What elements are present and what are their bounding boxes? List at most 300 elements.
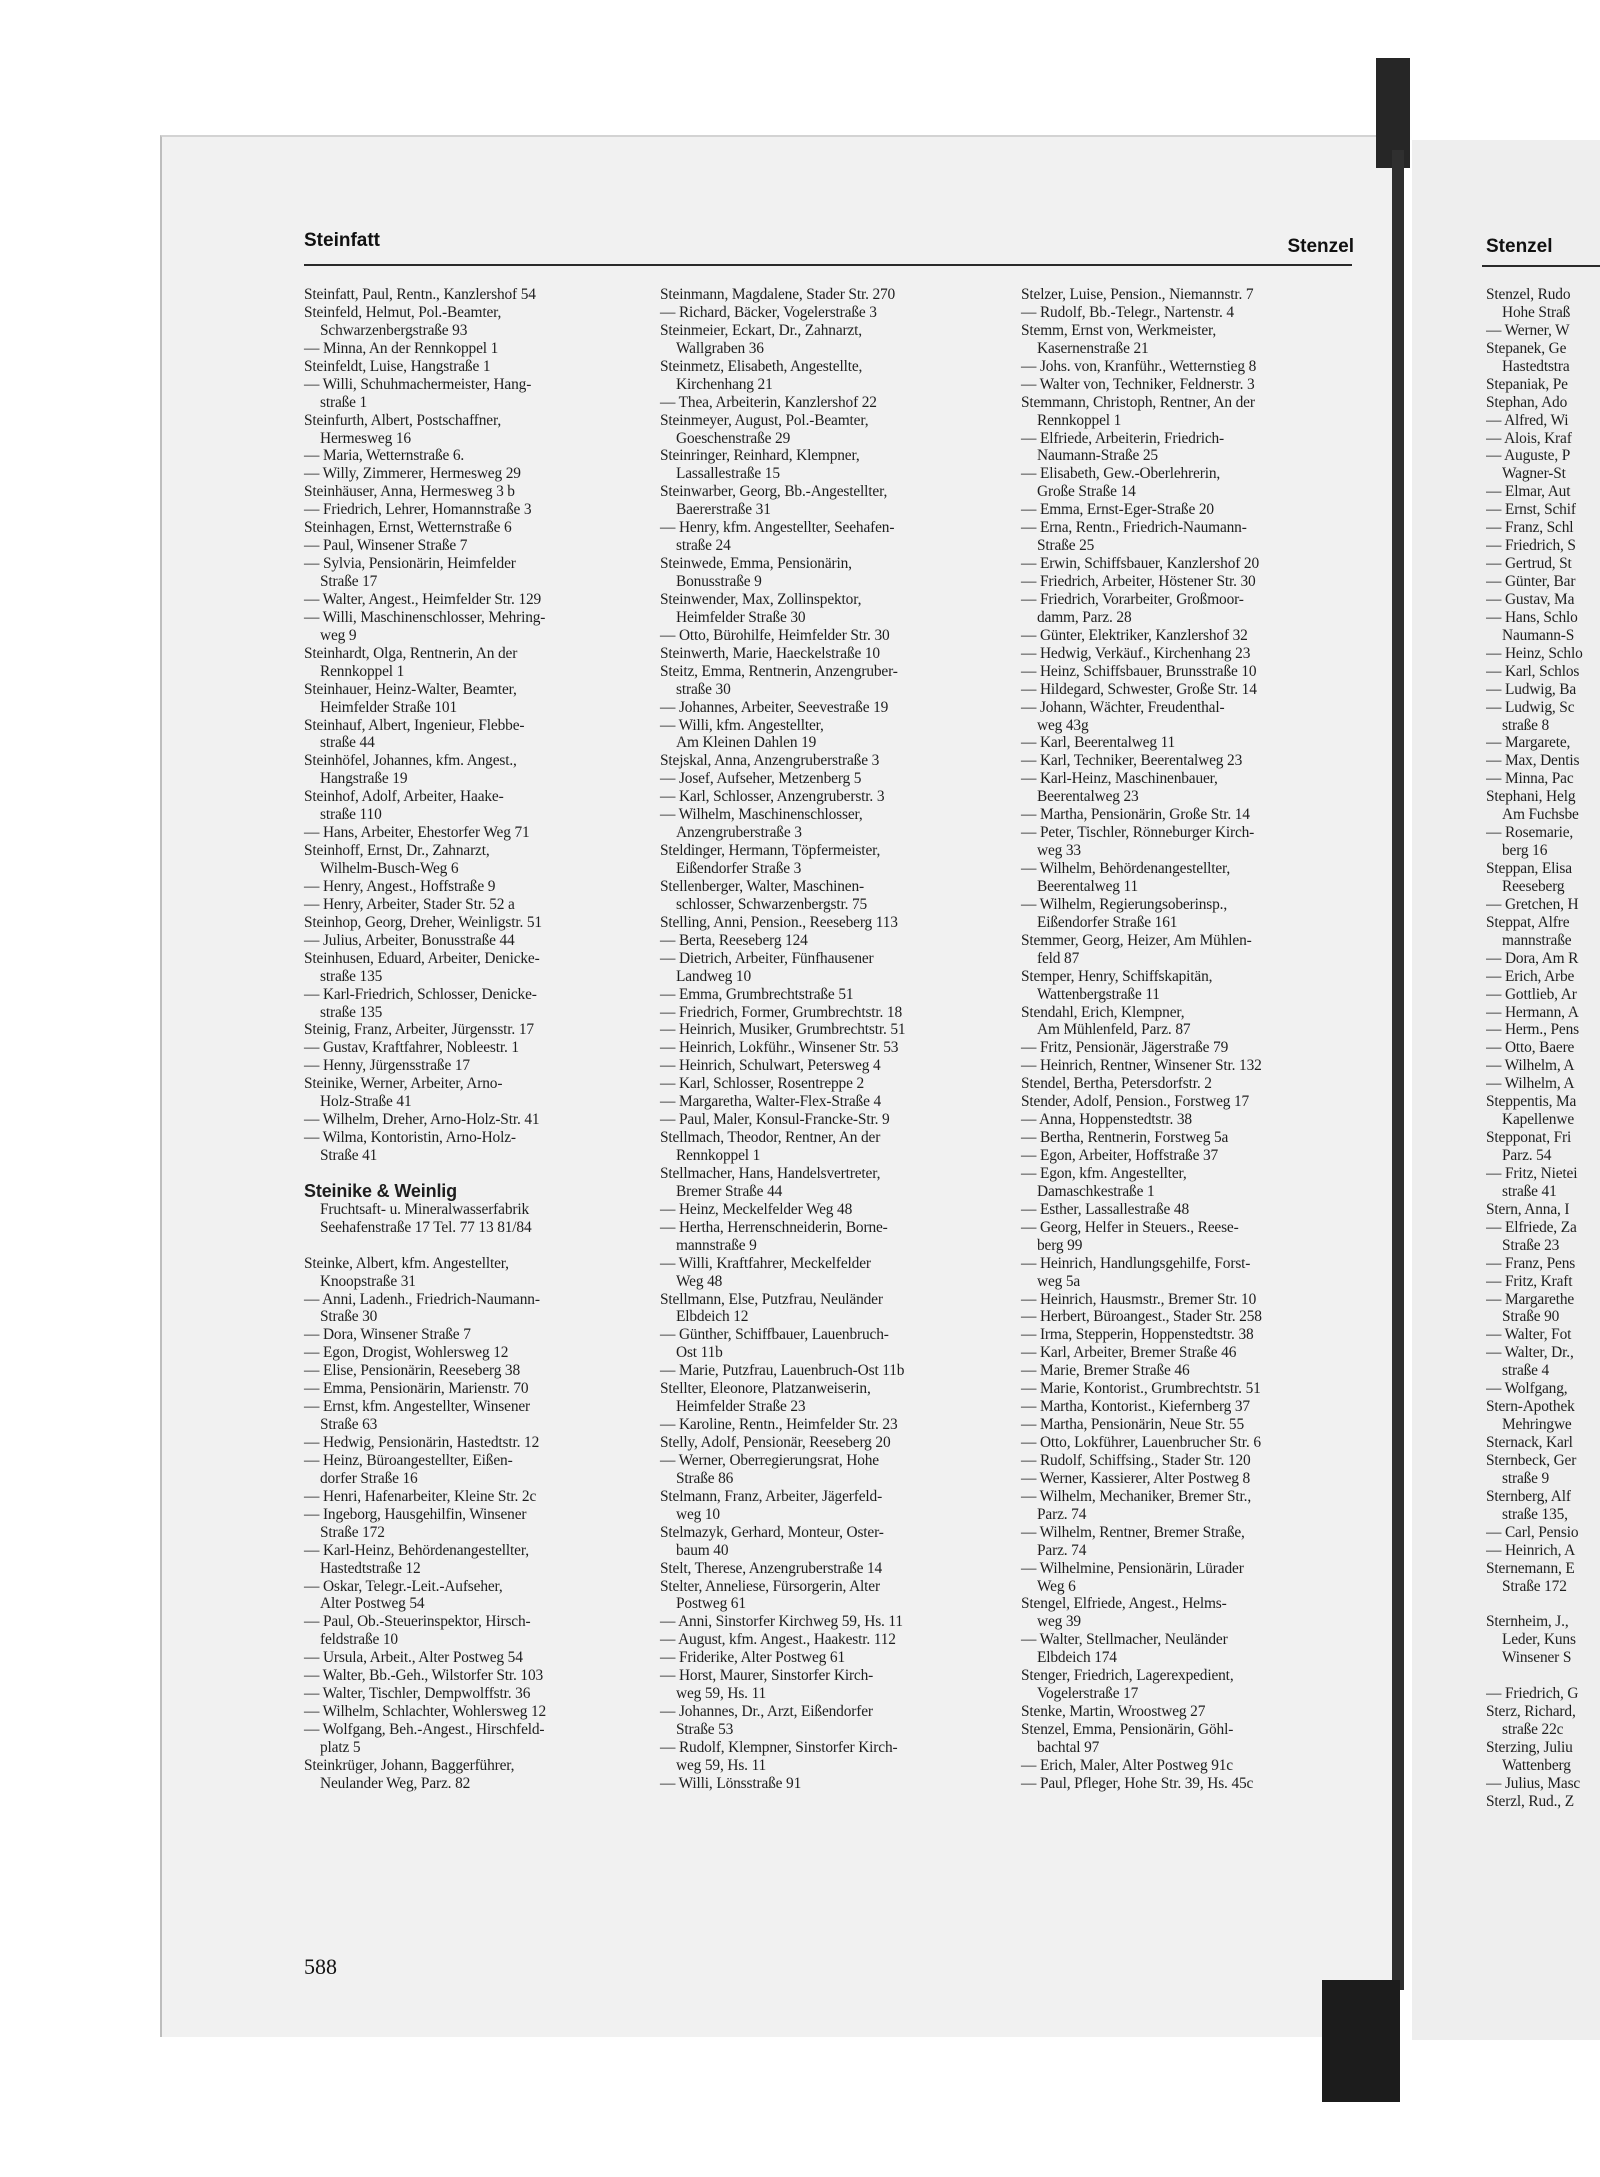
directory-line: — Willi, Schuhmachermeister, Hang- xyxy=(304,375,532,393)
directory-line: Knoopstraße 31 xyxy=(320,1272,416,1290)
directory-line: — Gretchen, H xyxy=(1486,895,1579,913)
directory-line: Naumann-Straße 25 xyxy=(1037,447,1158,465)
directory-line: Hermesweg 16 xyxy=(320,429,411,447)
directory-line: Parz. 74 xyxy=(1037,1505,1087,1523)
directory-line: Stender, Adolf, Pension., Forstweg 17 xyxy=(1021,1093,1250,1111)
directory-line: Beerentalweg 11 xyxy=(1037,877,1139,895)
directory-column-2 xyxy=(660,286,996,1793)
directory-line: — Margaretha, Walter-Flex-Straße 4 xyxy=(660,1093,882,1111)
directory-line xyxy=(1486,1595,1600,1613)
directory-line: Stenzel, Emma, Pensionärin, Göhl- xyxy=(1021,1721,1234,1738)
directory-line: Straße 86 xyxy=(676,1469,734,1487)
directory-line: — Willi, kfm. Angestellter, xyxy=(660,716,824,734)
directory-line: Elbdeich 12 xyxy=(676,1308,749,1326)
directory-line: straße 8 xyxy=(1502,716,1550,734)
directory-line: Alter Postweg 54 xyxy=(320,1595,425,1613)
directory-line: Große Straße 14 xyxy=(1037,483,1136,501)
directory-line: Steinhöfel, Johannes, kfm. Angest., xyxy=(304,752,517,770)
directory-line: — Friedrich, Arbeiter, Höstener Str. 30 xyxy=(1021,573,1256,590)
directory-line: — Anni, Sinstorfer Kirchweg 59, Hs. 11 xyxy=(660,1613,903,1631)
directory-line: Rennkoppel 1 xyxy=(676,1147,761,1164)
directory-line: — Dietrich, Arbeiter, Fünfhausener xyxy=(660,949,874,967)
directory-line: — Karoline, Rentn., Heimfelder Str. 23 xyxy=(660,1416,898,1434)
directory-line: Parz. 54 xyxy=(1502,1147,1552,1164)
directory-line: — Gustav, Ma xyxy=(1486,590,1575,608)
directory-line: Steinhagen, Ernst, Wetternstraße 6 xyxy=(304,519,512,537)
directory-line: Steinmann, Magdalene, Stader Str. 270 xyxy=(660,286,896,303)
directory-line: Steinhop, Georg, Dreher, Weinligstr. 51 xyxy=(304,913,542,931)
directory-line: — Gottlieb, Ar xyxy=(1486,985,1577,1003)
directory-line: Damaschkestraße 1 xyxy=(1037,1182,1155,1200)
directory-line: Steinkrüger, Johann, Baggerführer, xyxy=(304,1756,515,1774)
directory-line: Straße 23 xyxy=(1502,1236,1560,1254)
directory-line: — Emma, Ernst-Eger-Straße 20 xyxy=(1021,501,1214,519)
directory-line: — Rosemarie, xyxy=(1486,824,1574,842)
directory-line: Landweg 10 xyxy=(676,967,752,985)
directory-line: — Karl, Arbeiter, Bremer Straße 46 xyxy=(1021,1344,1237,1362)
directory-line: — Friedrich, S xyxy=(1486,537,1576,555)
directory-line: — Otto, Baere xyxy=(1486,1039,1575,1057)
directory-line: Bremer Straße 44 xyxy=(676,1182,783,1200)
directory-line: — Rudolf, Klempner, Sinstorfer Kirch- xyxy=(660,1738,898,1756)
directory-line: weg 39 xyxy=(1037,1613,1081,1631)
directory-line: — Friedrich, Vorarbeiter, Großmoor- xyxy=(1021,590,1244,608)
directory-line: Steinhardt, Olga, Rentnerin, An der xyxy=(304,644,518,662)
directory-line: platz 5 xyxy=(320,1738,361,1756)
directory-line: Lassallestraße 15 xyxy=(676,465,780,483)
directory-line: — Josef, Aufseher, Metzenberg 5 xyxy=(660,770,862,788)
directory-line: — Maria, Wetternstraße 6. xyxy=(304,447,465,465)
directory-line: — Willi, Kraftfahrer, Meckelfelder xyxy=(660,1254,871,1272)
running-head-left: Steinfatt xyxy=(304,230,380,251)
directory-line: Stelt, Therese, Anzengruberstraße 14 xyxy=(660,1559,883,1577)
directory-line: — Karl-Heinz, Behördenangestellter, xyxy=(304,1541,529,1559)
directory-line: Stemm, Ernst von, Werkmeister, xyxy=(1021,321,1217,339)
directory-line: — Karl, Beerentalweg 11 xyxy=(1021,734,1176,752)
directory-line: Stendel, Bertha, Petersdorfstr. 2 xyxy=(1021,1075,1212,1093)
directory-line: — Egon, Arbeiter, Hoffstraße 37 xyxy=(1021,1147,1219,1164)
directory-line: Kapellenwe xyxy=(1502,1111,1574,1129)
directory-line: Stephani, Helg xyxy=(1486,788,1576,806)
directory-line: weg 59, Hs. 11 xyxy=(676,1756,767,1774)
directory-line: Steinfeld, Helmut, Pol.-Beamter, xyxy=(304,303,502,321)
directory-line: — Heinrich, Rentner, Winsener Str. 132 xyxy=(1021,1057,1262,1075)
directory-line: Hohe Straß xyxy=(1502,303,1571,321)
directory-line: — Walter, Bb.-Geh., Wilstorfer Str. 103 xyxy=(304,1667,544,1685)
directory-line: Stemper, Henry, Schiffskapitän, xyxy=(1021,967,1213,985)
directory-line: Steinwerth, Marie, Haeckelstraße 10 xyxy=(660,644,880,662)
directory-line: — Minna, Pac xyxy=(1486,770,1574,788)
directory-line: — Heinz, Schlo xyxy=(1486,644,1583,662)
directory-line: dorfer Straße 16 xyxy=(320,1469,418,1487)
directory-line: — Franz, Pens xyxy=(1486,1254,1576,1272)
directory-line xyxy=(1486,1667,1600,1685)
directory-line: — Egon, kfm. Angestellter, xyxy=(1021,1164,1187,1182)
directory-line: — Esther, Lassallestraße 48 xyxy=(1021,1200,1189,1218)
directory-line: Eißendorfer Straße 3 xyxy=(676,860,802,877)
directory-line: — Ludwig, Ba xyxy=(1486,680,1577,698)
directory-line: Sternbeck, Ger xyxy=(1486,1451,1577,1469)
directory-line: straße 24 xyxy=(676,537,731,555)
directory-line: Weg 6 xyxy=(1037,1577,1076,1595)
directory-line: Sternheim, J., xyxy=(1486,1613,1569,1631)
directory-line: — Wolfgang, Beh.-Angest., Hirschfeld- xyxy=(304,1721,545,1738)
directory-line: — Walter, Stellmacher, Neuländer xyxy=(1021,1631,1228,1649)
directory-line: Stepanek, Ge xyxy=(1486,339,1567,357)
directory-line: — Heinz, Schiffsbauer, Brunsstraße 10 xyxy=(1021,662,1257,680)
directory-line: Sterzing, Juliu xyxy=(1486,1738,1573,1756)
directory-line: — Elfriede, Za xyxy=(1486,1218,1577,1236)
directory-line: Sternberg, Alf xyxy=(1486,1487,1571,1505)
directory-line: — Erich, Arbe xyxy=(1486,967,1575,985)
directory-line: straße 44 xyxy=(320,734,375,752)
directory-line: Seehafenstraße 17 Tel. 77 13 81/84 xyxy=(320,1218,532,1236)
directory-line: — Günter, Elektriker, Kanzlershof 32 xyxy=(1021,626,1248,644)
directory-line: — Dora, Am R xyxy=(1486,949,1579,967)
directory-line: Steinfatt, Paul, Rentn., Kanzlershof 54 xyxy=(304,286,536,303)
directory-line: Ost 11b xyxy=(676,1344,723,1362)
directory-line: — Walter, Dr., xyxy=(1486,1344,1574,1362)
directory-line: mannstraße 9 xyxy=(676,1236,757,1254)
directory-line: Stemmer, Georg, Heizer, Am Mühlen- xyxy=(1021,931,1252,949)
directory-line: Steinwede, Emma, Pensionärin, xyxy=(660,555,852,573)
directory-line: Postweg 61 xyxy=(676,1595,746,1613)
directory-line: — Elfriede, Arbeiterin, Friedrich- xyxy=(1021,429,1225,447)
directory-line: Mehringwe xyxy=(1502,1416,1572,1434)
directory-line: — Elmar, Aut xyxy=(1486,483,1571,501)
directory-line: — Emma, Grumbrechtstraße 51 xyxy=(660,985,854,1003)
directory-line: — Herbert, Büroangest., Stader Str. 258 xyxy=(1021,1308,1262,1326)
directory-line: Steinhof, Adolf, Arbeiter, Haake- xyxy=(304,788,504,806)
directory-line: — Ernst, kfm. Angestellter, Winsener xyxy=(304,1398,531,1416)
directory-line: — Martha, Pensionärin, Große Str. 14 xyxy=(1021,806,1250,824)
directory-line: straße 4 xyxy=(1502,1362,1550,1380)
directory-line: — Fritz, Pensionär, Jägerstraße 79 xyxy=(1021,1039,1229,1057)
directory-line: Beerentalweg 23 xyxy=(1037,788,1139,806)
directory-line: weg 10 xyxy=(676,1505,720,1523)
directory-line: — Max, Dentis xyxy=(1486,752,1580,770)
directory-line: Straße 172 xyxy=(1502,1577,1567,1595)
directory-line: Stepaniak, Pe xyxy=(1486,375,1568,393)
directory-line: Hastedtstraße 12 xyxy=(320,1559,421,1577)
directory-line: — Julius, Arbeiter, Bonusstraße 44 xyxy=(304,931,515,949)
directory-line: — Otto, Lokführer, Lauenbrucher Str. 6 xyxy=(1021,1434,1261,1451)
header-rule-next-page xyxy=(1482,265,1600,267)
directory-column-1 xyxy=(304,286,640,1793)
directory-line: Steinringer, Reinhard, Klempner, xyxy=(660,447,860,465)
directory-line: Schwarzenbergstraße 93 xyxy=(320,321,468,339)
directory-line: — Werner, Oberregierungsrat, Hohe xyxy=(660,1451,879,1469)
directory-line: Stelly, Adolf, Pensionär, Reeseberg 20 xyxy=(660,1434,891,1451)
directory-line: — Johs. von, Kranführ., Wetternstieg 8 xyxy=(1021,357,1257,375)
directory-line: — Sylvia, Pensionärin, Heimfelder xyxy=(304,555,516,573)
directory-line: straße 1 xyxy=(320,393,368,411)
directory-line: — Wilhelmine, Pensionärin, Lürader xyxy=(1021,1559,1244,1577)
directory-line: Stemmann, Christoph, Rentner, An der xyxy=(1021,393,1255,411)
directory-line: — Carl, Pensio xyxy=(1486,1523,1579,1541)
directory-line: Wilhelm-Busch-Weg 6 xyxy=(320,860,459,877)
directory-line: Baererstraße 31 xyxy=(676,501,771,519)
directory-line: — Paul, Ob.-Steuerinspektor, Hirsch- xyxy=(304,1613,531,1631)
directory-line: — Willi, Maschinenschlosser, Mehring- xyxy=(304,608,546,626)
directory-line: Naumann-S xyxy=(1502,626,1575,644)
directory-line: Stern, Anna, I xyxy=(1486,1200,1570,1218)
directory-line: Parz. 74 xyxy=(1037,1541,1087,1559)
directory-line: — Erwin, Schiffsbauer, Kanzlershof 20 xyxy=(1021,555,1260,573)
directory-line: Heimfelder Straße 30 xyxy=(676,608,806,626)
directory-line: — Ursula, Arbeit., Alter Postweg 54 xyxy=(304,1649,523,1667)
directory-line: Steinwender, Max, Zollinspektor, xyxy=(660,590,862,608)
directory-line: — Martha, Pensionärin, Neue Str. 55 xyxy=(1021,1416,1245,1434)
running-head-next-page: Stenzel xyxy=(1486,236,1553,257)
binding-shadow-bottom xyxy=(1322,1980,1400,2102)
directory-column-next-page xyxy=(1486,286,1600,1811)
directory-line: Am Kleinen Dahlen 19 xyxy=(676,734,817,752)
directory-line: weg 33 xyxy=(1037,842,1081,860)
directory-line: — August, kfm. Angest., Haakestr. 112 xyxy=(660,1631,896,1649)
directory-line: — Ludwig, Sc xyxy=(1486,698,1575,716)
page-number: 588 xyxy=(304,1954,337,1979)
directory-line: Straße 53 xyxy=(676,1721,734,1738)
directory-line: Steinhusen, Eduard, Arbeiter, Denicke- xyxy=(304,949,540,967)
directory-column-3 xyxy=(1021,286,1357,1793)
directory-line: — Franz, Schl xyxy=(1486,519,1574,537)
directory-line: straße 9 xyxy=(1502,1469,1550,1487)
directory-line: Steldinger, Hermann, Töpfermeister, xyxy=(660,842,881,860)
directory-line: Steinike, Werner, Arbeiter, Arno- xyxy=(304,1075,503,1093)
directory-line: — Heinrich, Lokführ., Winsener Str. 53 xyxy=(660,1039,899,1057)
directory-line: Stelzer, Luise, Pension., Niemannstr. 7 xyxy=(1021,286,1254,303)
directory-line: Sternemann, E xyxy=(1486,1559,1575,1577)
directory-line: — Otto, Bürohilfe, Heimfelder Str. 30 xyxy=(660,626,890,644)
directory-line: — Walter, Fot xyxy=(1486,1326,1572,1344)
directory-line: — Wilma, Kontoristin, Arno-Holz- xyxy=(304,1129,516,1147)
directory-line: Straße 17 xyxy=(320,573,378,590)
directory-line: — Gustav, Kraftfahrer, Nobleestr. 1 xyxy=(304,1039,519,1057)
directory-line: weg 43g xyxy=(1037,716,1089,734)
directory-line: — Dora, Winsener Straße 7 xyxy=(304,1326,471,1344)
directory-line: — Friedrich, Lehrer, Homannstraße 3 xyxy=(304,501,532,519)
directory-line: — Karl-Heinz, Maschinenbauer, xyxy=(1021,770,1218,788)
directory-line: — Egon, Drogist, Wohlersweg 12 xyxy=(304,1344,509,1362)
directory-line: — Hedwig, Verkäuf., Kirchenhang 23 xyxy=(1021,644,1251,662)
directory-line: Holz-Straße 41 xyxy=(320,1093,412,1111)
directory-line: Weg 48 xyxy=(676,1272,723,1290)
directory-line: — Willy, Zimmerer, Hermesweg 29 xyxy=(304,465,521,483)
directory-line: weg 5a xyxy=(1037,1272,1081,1290)
directory-line: Kirchenhang 21 xyxy=(676,375,773,393)
directory-line: Stelter, Anneliese, Fürsorgerin, Alter xyxy=(660,1577,880,1595)
directory-line: — Walter, Angest., Heimfelder Str. 129 xyxy=(304,590,542,608)
directory-line: Rennkoppel 1 xyxy=(320,662,405,680)
directory-line: — Heinz, Büroangestellter, Eißen- xyxy=(304,1451,513,1469)
directory-line: — Karl, Techniker, Beerentalweg 23 xyxy=(1021,752,1243,770)
directory-line: baum 40 xyxy=(676,1541,729,1559)
directory-line: Stellter, Eleonore, Platzanweiserin, xyxy=(660,1380,871,1398)
directory-line: Heimfelder Straße 23 xyxy=(676,1398,806,1416)
directory-line: — Paul, Winsener Straße 7 xyxy=(304,537,468,555)
directory-line: — Karl, Schlosser, Anzengruberstr. 3 xyxy=(660,788,885,806)
directory-line: — Minna, An der Rennkoppel 1 xyxy=(304,339,499,357)
directory-line: — Wilhelm, Schlachter, Wohlersweg 12 xyxy=(304,1703,547,1721)
directory-line: — Henri, Hafenarbeiter, Kleine Str. 2c xyxy=(304,1487,537,1505)
directory-line: — Wilhelm, Rentner, Bremer Straße, xyxy=(1021,1523,1245,1541)
directory-line: — Fritz, Kraft xyxy=(1486,1272,1573,1290)
directory-line: — Julius, Masc xyxy=(1486,1774,1581,1792)
directory-line: — Wilhelm, Mechaniker, Bremer Str., xyxy=(1021,1487,1252,1505)
directory-line: Heimfelder Straße 101 xyxy=(320,698,458,716)
directory-line: — Henny, Jürgensstraße 17 xyxy=(304,1057,470,1075)
directory-line: Winsener S xyxy=(1502,1649,1572,1667)
directory-line: — Erich, Maler, Alter Postweg 91c xyxy=(1021,1756,1233,1774)
directory-line: — Oskar, Telegr.-Leit.-Aufseher, xyxy=(304,1577,503,1595)
firm-heading: Steinike & Weinlig xyxy=(304,1180,457,1201)
directory-line: — Paul, Maler, Konsul-Francke-Str. 9 xyxy=(660,1111,890,1129)
directory-line: Steinhäuser, Anna, Hermesweg 3 b xyxy=(304,483,515,501)
directory-line: Bonusstraße 9 xyxy=(676,573,762,590)
directory-line: — Marie, Kontorist., Grumbrechtstr. 51 xyxy=(1021,1380,1261,1398)
directory-line: — Heinrich, Schulwart, Petersweg 4 xyxy=(660,1057,881,1075)
directory-line: Steinmetz, Elisabeth, Angestellte, xyxy=(660,357,863,375)
directory-line: straße 135 xyxy=(320,1003,383,1021)
directory-line: straße 135, xyxy=(1502,1505,1568,1523)
directory-line: — Elise, Pensionärin, Reeseberg 38 xyxy=(304,1362,521,1380)
directory-line: — Marie, Putzfrau, Lauenbruch-Ost 11b xyxy=(660,1362,905,1380)
directory-line: — Marie, Bremer Straße 46 xyxy=(1021,1362,1190,1380)
directory-line: — Willi, Lönsstraße 91 xyxy=(660,1774,802,1792)
directory-line: — Anni, Ladenh., Friedrich-Naumann- xyxy=(304,1290,540,1308)
directory-line: Stepponat, Fri xyxy=(1486,1129,1572,1147)
directory-line: Stellmacher, Hans, Handelsvertreter, xyxy=(660,1164,881,1182)
directory-line: — Erna, Rentn., Friedrich-Naumann- xyxy=(1021,519,1247,537)
directory-line: — Johannes, Arbeiter, Seevestraße 19 xyxy=(660,698,889,716)
directory-line: weg 9 xyxy=(320,626,357,644)
directory-line: Hangstraße 19 xyxy=(320,770,408,788)
directory-line: — Herm., Pens xyxy=(1486,1021,1579,1039)
directory-line: — Wilhelm, Behördenangestellter, xyxy=(1021,860,1231,877)
directory-line: straße 22c xyxy=(1502,1721,1564,1738)
directory-line: Goeschenstraße 29 xyxy=(676,429,791,447)
directory-line: Reeseberg xyxy=(1502,877,1565,895)
directory-line: — Gertrud, St xyxy=(1486,555,1572,573)
directory-line: Stelmazyk, Gerhard, Monteur, Oster- xyxy=(660,1523,884,1541)
directory-line: — Auguste, P xyxy=(1486,447,1571,465)
directory-line: feldstraße 10 xyxy=(320,1631,398,1649)
directory-line: — Martha, Kontorist., Kiefernberg 37 xyxy=(1021,1398,1250,1416)
directory-line: — Friderike, Alter Postweg 61 xyxy=(660,1649,846,1667)
directory-line: feld 87 xyxy=(1037,949,1080,967)
directory-line: damm, Parz. 28 xyxy=(1037,608,1132,626)
directory-line: Steinig, Franz, Arbeiter, Jürgensstr. 17 xyxy=(304,1021,534,1039)
directory-line: Am Fuchsbe xyxy=(1502,806,1579,824)
directory-line: — Peter, Tischler, Rönneburger Kirch- xyxy=(1021,824,1255,842)
directory-line: Rennkoppel 1 xyxy=(1037,411,1122,429)
directory-line: Steinhoff, Ernst, Dr., Zahnarzt, xyxy=(304,842,490,860)
directory-line: — Wilhelm, A xyxy=(1486,1075,1575,1093)
directory-line: — Karl-Friedrich, Schlosser, Denicke- xyxy=(304,985,537,1003)
directory-line: straße 41 xyxy=(1502,1182,1557,1200)
directory-line: — Hildegard, Schwester, Große Str. 14 xyxy=(1021,680,1257,698)
directory-line: Wallgraben 36 xyxy=(676,339,764,357)
directory-line: Leder, Kuns xyxy=(1502,1631,1576,1649)
directory-line: Steitz, Emma, Rentnerin, Anzengruber- xyxy=(660,662,898,680)
directory-line: berg 99 xyxy=(1037,1236,1083,1254)
directory-line: Hastedtstra xyxy=(1502,357,1570,375)
directory-line: — Rudolf, Bb.-Telegr., Nartenstr. 4 xyxy=(1021,303,1234,321)
directory-line: Steppan, Elisa xyxy=(1486,860,1572,877)
directory-line: — Friedrich, G xyxy=(1486,1685,1579,1703)
directory-line: — Thea, Arbeiterin, Kanzlershof 22 xyxy=(660,393,877,411)
directory-line: — Henry, Arbeiter, Stader Str. 52 a xyxy=(304,895,515,913)
directory-line: — Henry, Angest., Hoffstraße 9 xyxy=(304,877,496,895)
directory-line: — Werner, Kassierer, Alter Postweg 8 xyxy=(1021,1469,1251,1487)
directory-line: — Karl, Schlosser, Rosentreppe 2 xyxy=(660,1075,865,1093)
directory-line: Straße 63 xyxy=(320,1416,378,1434)
directory-line: Kasernenstraße 21 xyxy=(1037,339,1149,357)
directory-line: Wattenberg xyxy=(1502,1756,1571,1774)
directory-line: — Heinz, Meckelfelder Weg 48 xyxy=(660,1200,853,1218)
directory-line: Stellmann, Else, Putzfrau, Neuländer xyxy=(660,1290,883,1308)
directory-line: — Johannes, Dr., Arzt, Eißendorfer xyxy=(660,1703,873,1721)
directory-line: Steinmeier, Eckart, Dr., Zahnarzt, xyxy=(660,321,862,339)
directory-line: — Henry, kfm. Angestellter, Seehafen- xyxy=(660,519,895,537)
directory-line: Eißendorfer Straße 161 xyxy=(1037,913,1178,931)
directory-line: — Wolfgang, xyxy=(1486,1380,1568,1398)
directory-line: mannstraße xyxy=(1502,931,1572,949)
directory-line: — Elisabeth, Gew.-Oberlehrerin, xyxy=(1021,465,1221,483)
directory-line: Straße 41 xyxy=(320,1147,378,1164)
directory-line: — Bertha, Rentnerin, Forstweg 5a xyxy=(1021,1129,1229,1147)
directory-line: — Wilhelm, Dreher, Arno-Holz-Str. 41 xyxy=(304,1111,540,1129)
edge-scan-marks xyxy=(150,540,162,1040)
directory-line: — Heinrich, A xyxy=(1486,1541,1576,1559)
directory-line: weg 59, Hs. 11 xyxy=(676,1685,767,1703)
directory-line: Steppentis, Ma xyxy=(1486,1093,1577,1111)
directory-line: — Berta, Reeseberg 124 xyxy=(660,931,808,949)
directory-line: Stenzel, Rudo xyxy=(1486,286,1571,303)
directory-line: — Wilhelm, Regierungsoberinsp., xyxy=(1021,895,1228,913)
directory-line: — Georg, Helfer in Steuers., Reese- xyxy=(1021,1218,1239,1236)
directory-line: Stellmach, Theodor, Rentner, An der xyxy=(660,1129,881,1147)
directory-line: Wattenbergstraße 11 xyxy=(1037,985,1160,1003)
directory-line: — Margarete, xyxy=(1486,734,1571,752)
directory-line: — Hermann, A xyxy=(1486,1003,1579,1021)
directory-line: — Margarethe xyxy=(1486,1290,1575,1308)
directory-line: Am Mühlenfeld, Parz. 87 xyxy=(1037,1021,1191,1039)
directory-line: Steinke, Albert, kfm. Angestellter, xyxy=(304,1254,509,1272)
running-head-right: Stenzel xyxy=(1287,236,1354,257)
directory-line: — Rudolf, Schiffsing., Stader Str. 120 xyxy=(1021,1451,1251,1469)
directory-line: Stelling, Anni, Pension., Reeseberg 113 xyxy=(660,913,898,931)
directory-line: berg 16 xyxy=(1502,842,1548,860)
directory-line: straße 30 xyxy=(676,680,731,698)
directory-line: Steinwarber, Georg, Bb.-Angestellter, xyxy=(660,483,888,501)
directory-line: Stephan, Ado xyxy=(1486,393,1568,411)
directory-line: — Hans, Schlo xyxy=(1486,608,1578,626)
directory-line: — Johann, Wächter, Freudenthal- xyxy=(1021,698,1225,716)
directory-line: — Alois, Kraf xyxy=(1486,429,1572,447)
directory-line: — Hertha, Herrenschneiderin, Borne- xyxy=(660,1218,888,1236)
directory-line: Wagner-St xyxy=(1502,465,1566,483)
directory-line: — Horst, Maurer, Sinstorfer Kirch- xyxy=(660,1667,874,1685)
directory-line: Straße 172 xyxy=(320,1523,385,1541)
directory-line: Stendahl, Erich, Klempner, xyxy=(1021,1003,1185,1021)
directory-line: — Friedrich, Former, Grumbrechtstr. 18 xyxy=(660,1003,903,1021)
directory-line: Sternack, Karl xyxy=(1486,1434,1573,1451)
directory-line: Stejskal, Anna, Anzengruberstraße 3 xyxy=(660,752,880,770)
directory-line: — Emma, Pensionärin, Marienstr. 70 xyxy=(304,1380,529,1398)
directory-line: — Ingeborg, Hausgehilfin, Winsener xyxy=(304,1505,527,1523)
